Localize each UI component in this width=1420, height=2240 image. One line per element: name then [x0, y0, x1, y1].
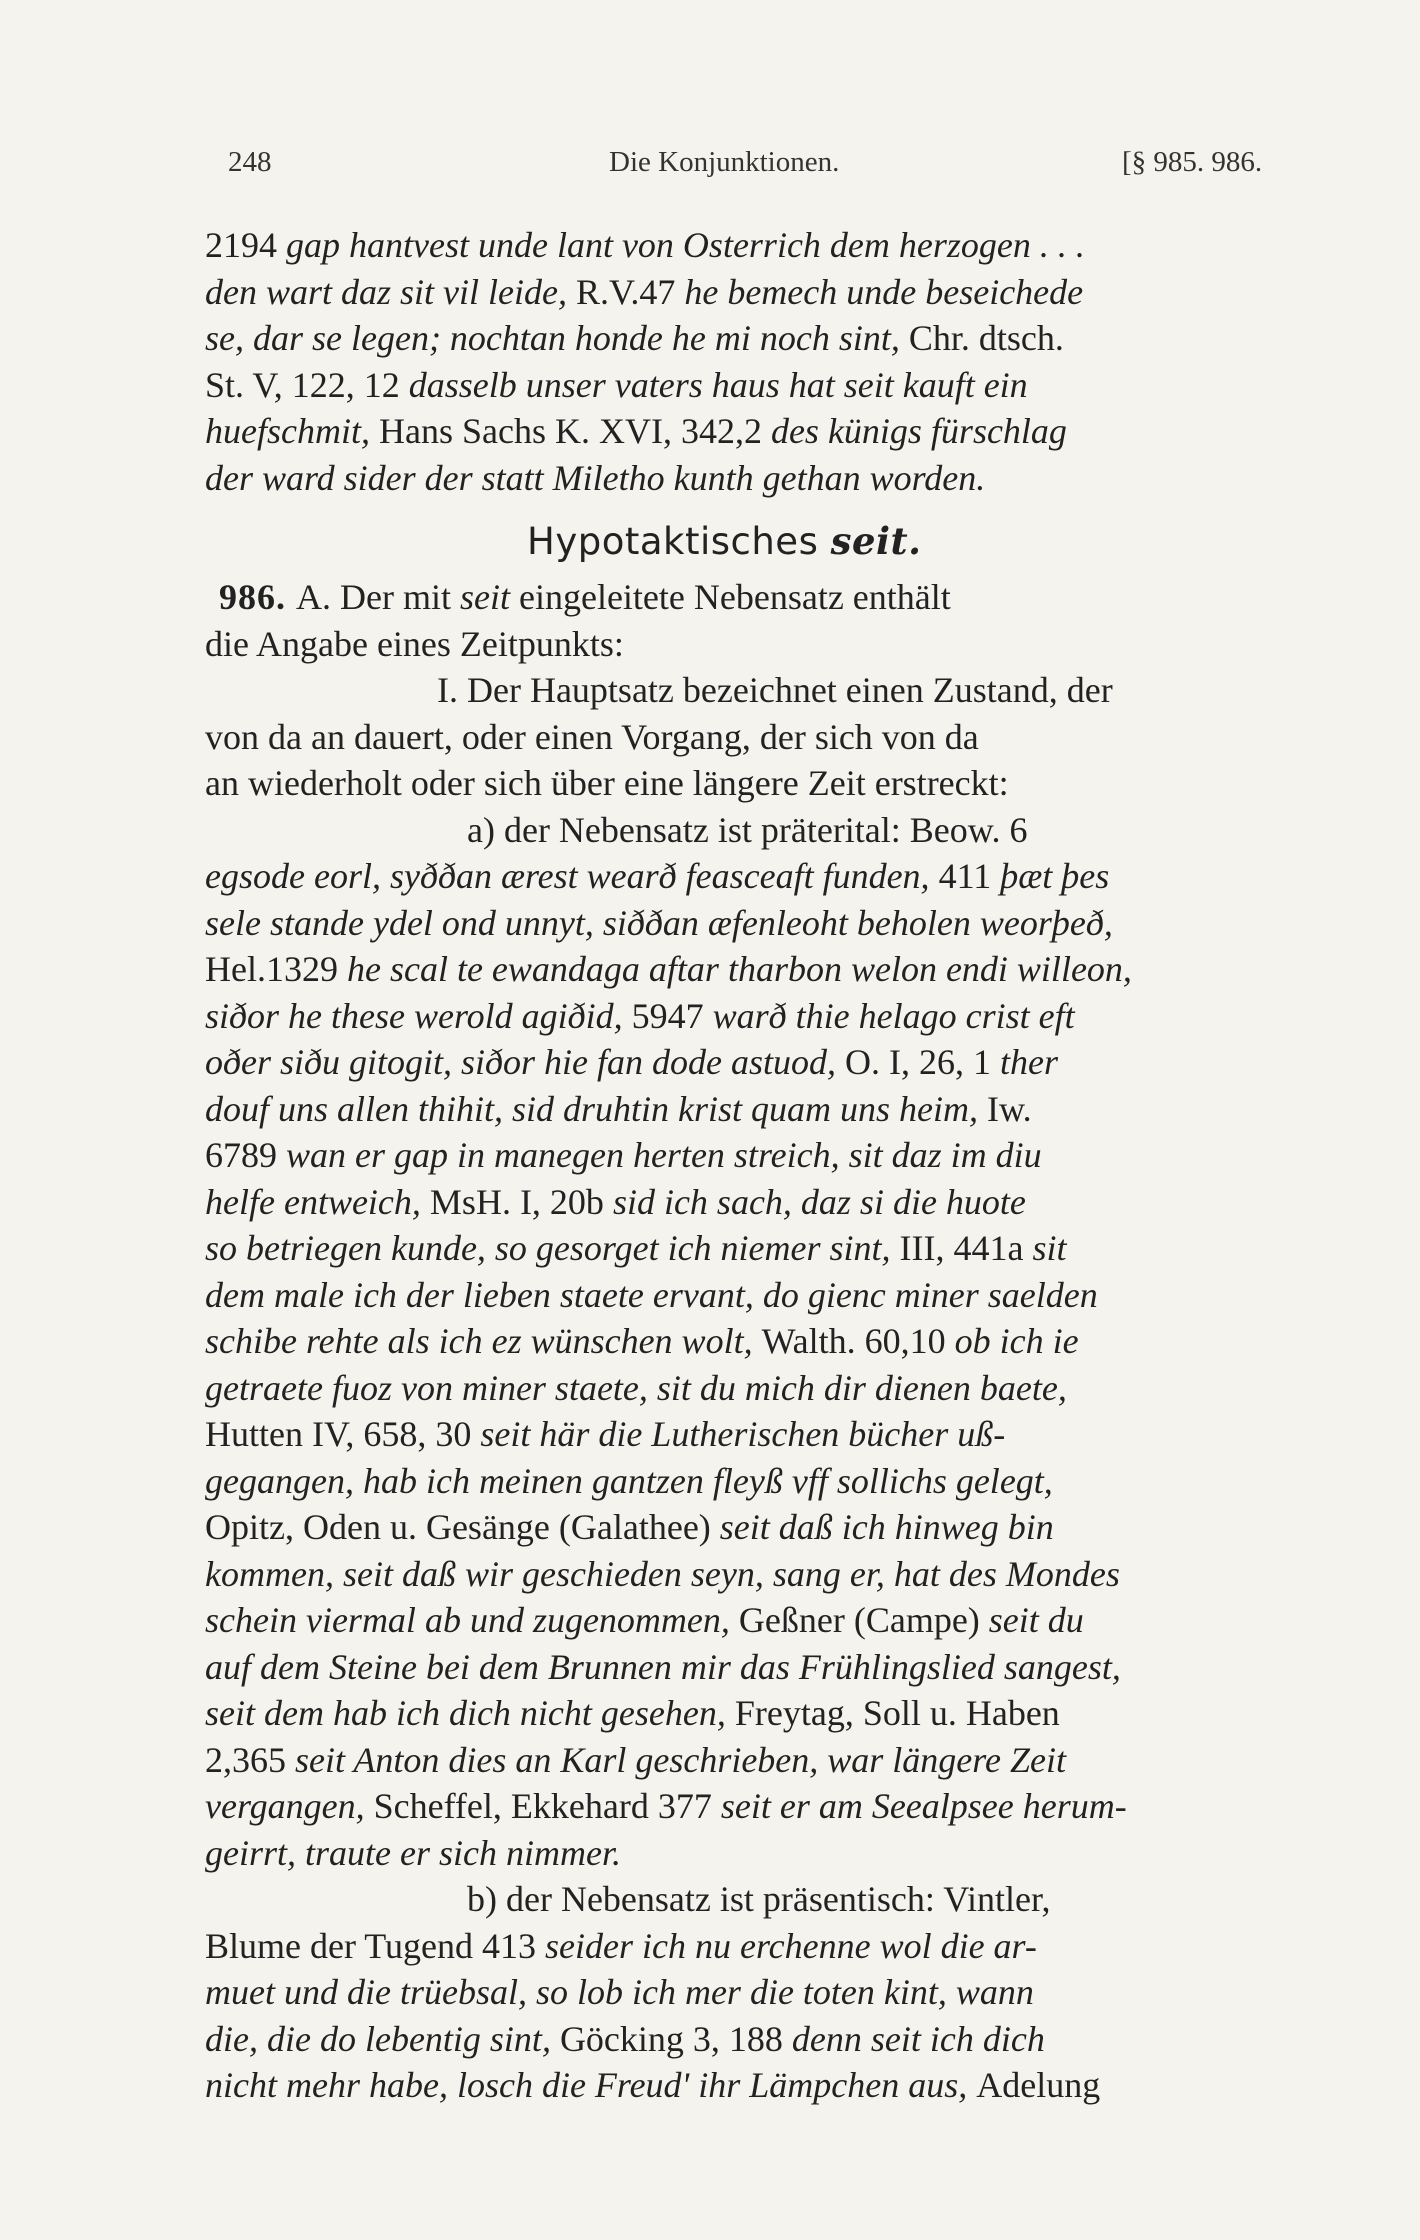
- quotation-text: oðer siðu gitogit, siðor hie fan dode astuod,: [205, 1042, 846, 1082]
- citation-text: MsH. I, 20b: [429, 1181, 613, 1222]
- text-line: [205, 2016, 1330, 2063]
- quotation-text: den wart daz sit vil leide,: [205, 271, 576, 312]
- citation-text: Hans Sachs K. XVI, 342,2: [378, 411, 771, 451]
- text-line: [205, 946, 1330, 993]
- citation-text: Hel.1329: [205, 949, 347, 989]
- text-line: [205, 1969, 1330, 2016]
- text-line: [205, 2062, 1330, 2109]
- citation-text: O. I, 26, 1: [845, 1042, 1001, 1082]
- text-line: [205, 1830, 1330, 1877]
- text-line: [205, 1923, 1330, 1970]
- quotation-text: so betriegen kunde, so gesorget ich niemer sint,: [205, 1228, 900, 1268]
- text-line: [205, 621, 1330, 668]
- text-line: [205, 1132, 1330, 1179]
- quotation-text: seit du: [988, 1600, 1084, 1640]
- text-line: [205, 1318, 1330, 1365]
- quotation-text: gap hantvest unde lant von Osterrich dem herzogen . . .: [286, 225, 1085, 265]
- quotation-text: schein viermal ab und zugenommen,: [205, 1600, 739, 1640]
- section-986: [205, 574, 1330, 2109]
- citation-text: a) der Nebensatz ist präterital: Beow. 6: [467, 809, 1028, 850]
- text-line: [205, 362, 1330, 409]
- page-number: 248: [228, 146, 272, 178]
- quotation-text: egsode eorl, syððan ærest wearð feasceaft funden,: [205, 856, 939, 896]
- quotation-text: getraete fuoz von miner staete, sit du mich dir dienen baete,: [205, 1367, 1067, 1408]
- text-line: [205, 315, 1330, 362]
- body-text: [205, 222, 1330, 2109]
- text-line: [205, 1876, 1330, 1923]
- quotation-text: warð thie helago crist eft: [712, 995, 1075, 1036]
- text-line: [205, 1737, 1330, 1784]
- heading-word: seit.: [830, 519, 922, 563]
- quotation-text: helfe entweich,: [205, 1181, 430, 1222]
- citation-text: b) der Nebensatz ist präsentisch: Vintler,: [467, 1879, 1051, 1919]
- quotation-text: wan er gap in manegen herten streich, sit daz im diu: [286, 1135, 1042, 1175]
- quotation-text: sit: [1032, 1228, 1067, 1268]
- quotation-text: seit daß ich hinweg bin: [719, 1507, 1054, 1547]
- quotation-text: se, dar se legen; nochtan honde he mi noch sint,: [205, 318, 909, 358]
- text-line: [205, 1690, 1330, 1737]
- citation-text: Geßner (Campe): [738, 1600, 989, 1640]
- quotation-text: vergangen,: [205, 1786, 374, 1826]
- text-line: [205, 1272, 1330, 1319]
- text-line: [205, 269, 1330, 316]
- text-line: [205, 853, 1330, 900]
- citation-text: 5947: [631, 995, 713, 1036]
- quotation-text: der ward sider der statt Miletho kunth gethan worden.: [205, 457, 986, 498]
- citation-text: die Angabe eines Zeitpunkts:: [205, 623, 624, 664]
- quotation-text: ob ich ie: [954, 1321, 1079, 1361]
- section-number: 986.: [219, 577, 296, 617]
- quotation-text: schibe rehte als ich ez wünschen wolt,: [205, 1321, 762, 1361]
- citation-text: Freytag, Soll u. Haben: [734, 1693, 1060, 1733]
- quotation-text: seit här die Lutherischen bücher uß-: [480, 1414, 1006, 1454]
- text-line: [205, 1458, 1330, 1505]
- running-head: [228, 146, 1420, 186]
- text-line: [205, 667, 1330, 714]
- quotation-text: geirrt, traute er sich nimmer.: [205, 1832, 621, 1873]
- quotation-text: dasselb unser vaters haus hat seit kauft ein: [408, 364, 1028, 405]
- quotation-text: he scal te ewandaga aftar tharbon welon endi willeon,: [346, 949, 1132, 989]
- heading-label: Hypotaktisches: [527, 520, 819, 563]
- quotation-text: nicht mehr habe, losch die Freud' ihr Lämpchen aus,: [205, 2065, 977, 2105]
- citation-text: Blume der Tugend 413: [205, 1925, 546, 1966]
- text-line: [205, 760, 1330, 807]
- citation-text: Iw.: [987, 1088, 1032, 1129]
- text-line: [205, 408, 1330, 455]
- text-line: [205, 1551, 1330, 1598]
- text-line: [205, 993, 1330, 1040]
- quotation-text: he bemech unde beseichede: [684, 271, 1084, 312]
- citation-text: eingeleitete Nebensatz enthält: [518, 577, 951, 617]
- text-line: [205, 1365, 1330, 1412]
- section-heading: [205, 515, 1330, 568]
- quotation-text: sele stande ydel ond unnyt, siððan æfenleoht beholen weorþeð,: [205, 902, 1113, 943]
- quotation-text: huefschmit,: [205, 411, 379, 451]
- citation-text: 2,365: [205, 1739, 295, 1780]
- text-line: [205, 1783, 1330, 1830]
- text-line: [205, 1225, 1330, 1272]
- quotation-text: douf uns allen thihit, sid druhtin krist quam uns heim,: [205, 1088, 988, 1129]
- quotation-text: des künigs fürschlag: [770, 411, 1067, 451]
- citation-text: III, 441a: [899, 1228, 1033, 1268]
- text-line: [205, 1644, 1330, 1691]
- section-marker: A.: [296, 577, 340, 617]
- quotation-text: seider ich nu erchenne wol die ar-: [545, 1925, 1037, 1966]
- quotation-text: auf dem Steine bei dem Brunnen mir das Frühlingslied sangest,: [205, 1646, 1121, 1687]
- quotation-text: sid ich sach, daz si die huote: [612, 1181, 1026, 1222]
- citation-text: Walth. 60,10: [761, 1321, 955, 1361]
- citation-text: Der mit: [340, 577, 460, 617]
- citation-text: von da an dauert, oder einen Vorgang, der sich von da: [205, 716, 979, 757]
- citation-text: an wiederholt oder sich über eine längere Zeit erstreckt:: [205, 763, 1009, 803]
- citation-text: 411: [938, 856, 1001, 896]
- citation-text: Göcking 3, 188: [559, 2018, 792, 2059]
- quotation-text: þæt þes: [1000, 856, 1110, 896]
- text-line: [205, 455, 1330, 502]
- text-line: [205, 1597, 1330, 1644]
- text-line: [205, 1504, 1330, 1551]
- citation-text: St. V, 122, 12: [205, 364, 409, 405]
- quotation-text: denn seit ich dich: [791, 2018, 1045, 2059]
- text-line: [205, 1039, 1330, 1086]
- text-line: [205, 1179, 1330, 1226]
- text-line: [205, 222, 1330, 269]
- quotation-text: kommen, seit daß wir geschieden seyn, sang er, hat des Mondes: [205, 1553, 1120, 1594]
- citation-text: Hutten IV, 658, 30: [205, 1414, 481, 1454]
- text-line: [205, 574, 1330, 621]
- citation-text: Scheffel, Ekkehard 377: [373, 1786, 721, 1826]
- quotation-text: seit Anton dies an Karl geschrieben, war längere Zeit: [295, 1739, 1066, 1780]
- quotation-text: siðor he these werold agiðid,: [205, 995, 632, 1036]
- quotation-text: gegangen, hab ich meinen gantzen fleyß vff sollichs gelegt,: [205, 1460, 1053, 1501]
- quotation-text: dem male ich der lieben staete ervant, do gienc miner saelden: [205, 1274, 1098, 1315]
- citation-text: 6789: [205, 1135, 286, 1175]
- quotation-text: die, die do lebentig sint,: [205, 2018, 560, 2059]
- quotation-text: ther: [1000, 1042, 1059, 1082]
- citation-text: Adelung: [976, 2065, 1101, 2105]
- citation-block-985: [205, 222, 1330, 501]
- text-line: [205, 807, 1330, 854]
- quotation-text: seit er am Seealpsee herum-: [720, 1786, 1127, 1826]
- quotation-text: muet und die trüebsal, so lob ich mer die toten kint, wann: [205, 1972, 1034, 2012]
- citation-text: Opitz, Oden u. Gesänge (Galathee): [205, 1507, 720, 1547]
- text-line: [205, 714, 1330, 761]
- quotation-text: seit: [459, 577, 519, 617]
- citation-text: 2194: [205, 225, 286, 265]
- citation-text: I. Der Hauptsatz bezeichnet einen Zustand, der: [437, 670, 1113, 710]
- citation-text: R.V.47: [575, 271, 685, 312]
- running-title: Die Konjunktionen.: [609, 146, 840, 178]
- text-line: [205, 900, 1330, 947]
- text-line: [205, 1411, 1330, 1458]
- text-line: [205, 1086, 1330, 1133]
- section-reference: [§ 985. 986.: [1122, 146, 1263, 178]
- quotation-text: seit dem hab ich dich nicht gesehen,: [205, 1693, 735, 1733]
- citation-text: Chr. dtsch.: [908, 318, 1064, 358]
